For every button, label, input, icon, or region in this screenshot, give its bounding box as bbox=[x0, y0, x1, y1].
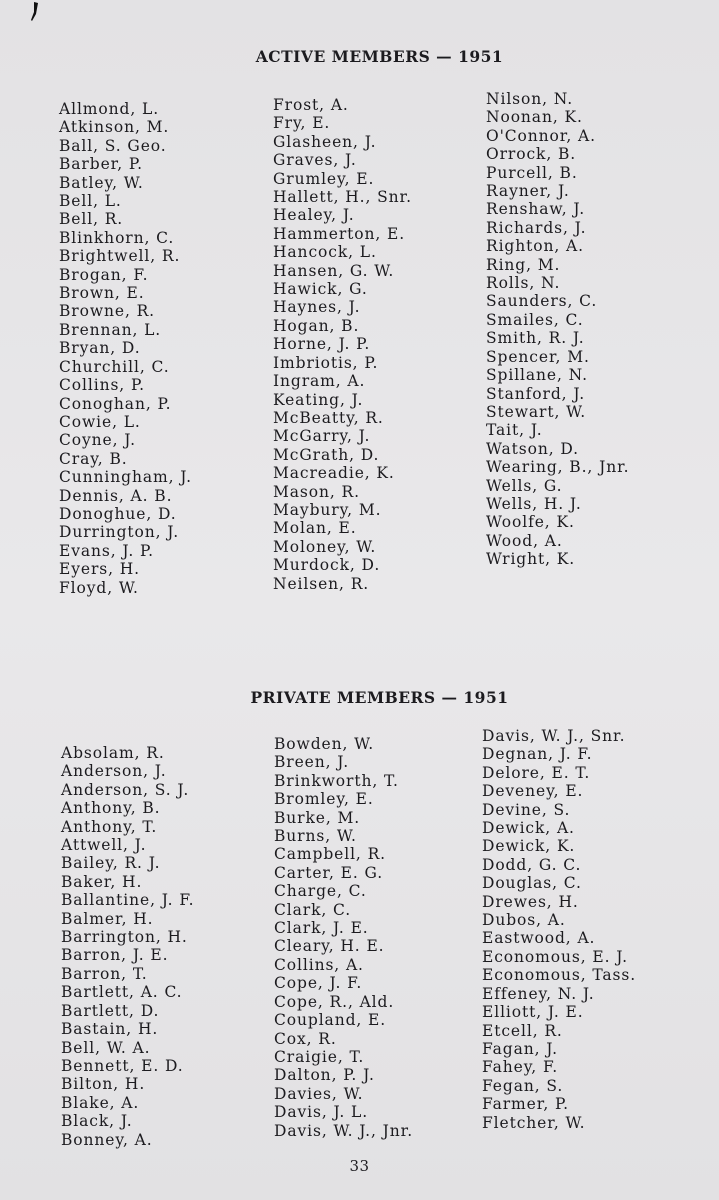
member-name: Floyd, W. bbox=[59, 578, 139, 597]
member-name: Dewick, A. bbox=[482, 819, 575, 838]
member-name: Orrock, B. bbox=[486, 145, 577, 164]
member-name: Bell, W. A. bbox=[61, 1038, 151, 1057]
member-name: Dewick, K. bbox=[482, 837, 576, 856]
member-name: McGrath, D. bbox=[273, 445, 380, 464]
member-name: Anthony, T. bbox=[61, 817, 158, 836]
member-name: Drewes, H. bbox=[482, 892, 579, 911]
member-name: Wells, G. bbox=[486, 476, 563, 495]
member-name: Cox, R. bbox=[274, 1029, 337, 1048]
member-name: Absolam, R. bbox=[61, 744, 165, 762]
member-name: Fegan, S. bbox=[482, 1076, 564, 1095]
member-name: Eyers, H. bbox=[59, 560, 141, 579]
member-name: Rolls, N. bbox=[486, 274, 561, 293]
member-name: Anderson, J. bbox=[61, 762, 167, 781]
member-name: Frost, A. bbox=[273, 96, 349, 114]
member-name: Bailey, R. J. bbox=[61, 854, 161, 873]
member-name: Brogan, F. bbox=[59, 265, 149, 284]
member-name: Barber, P. bbox=[59, 155, 143, 174]
member-name: Dalton, P. J. bbox=[274, 1066, 375, 1085]
member-name: Wright, K. bbox=[486, 550, 576, 569]
member-name: Spencer, M. bbox=[486, 347, 590, 366]
member-name: Neilsen, R. bbox=[273, 574, 370, 593]
member-name: Effeney, N. J. bbox=[482, 984, 595, 1003]
member-name: Barrington, H. bbox=[61, 928, 188, 947]
member-name: Glasheen, J. bbox=[273, 132, 377, 151]
member-name: Davis, W. J., Jnr. bbox=[274, 1121, 414, 1140]
member-name: Donoghue, D. bbox=[59, 504, 177, 523]
member-name: Anthony, B. bbox=[61, 799, 161, 818]
member-name: Wearing, B., Jnr. bbox=[486, 458, 630, 477]
member-name: Bell, R. bbox=[59, 210, 124, 229]
member-name: Dodd, G. C. bbox=[482, 855, 582, 874]
member-name: Noonan, K. bbox=[486, 108, 583, 127]
member-name: Tait, J. bbox=[486, 421, 543, 440]
member-name: Attwell, J. bbox=[61, 836, 147, 855]
member-name: Browne, R. bbox=[59, 302, 156, 321]
member-name: Brown, E. bbox=[59, 284, 145, 303]
member-name: McGarry, J. bbox=[273, 427, 371, 446]
member-name: Cope, J. F. bbox=[274, 974, 363, 993]
member-name: Baker, H. bbox=[61, 872, 143, 891]
member-name: Farmer, P. bbox=[482, 1095, 569, 1114]
member-name: Burke, M. bbox=[274, 808, 361, 827]
member-name: Fletcher, W. bbox=[482, 1113, 586, 1132]
ink-mark bbox=[30, 2, 40, 22]
member-name: Hallett, H., Snr. bbox=[273, 188, 412, 207]
member-name: Douglas, C. bbox=[482, 874, 582, 893]
member-name: Collins, P. bbox=[59, 376, 145, 395]
member-name: Coyne, J. bbox=[59, 431, 136, 450]
member-name: Mason, R. bbox=[273, 482, 360, 501]
member-name: Spillane, N. bbox=[486, 366, 588, 385]
member-name: Cray, B. bbox=[59, 449, 128, 468]
member-name: Healey, J. bbox=[273, 206, 355, 225]
member-name: Breen, J. bbox=[274, 753, 350, 772]
member-name: Economous, Tass. bbox=[482, 966, 637, 985]
member-name: Blake, A. bbox=[61, 1093, 140, 1112]
member-name: Clark, C. bbox=[274, 900, 352, 919]
private-members-column-3 bbox=[482, 727, 636, 1132]
member-name: Balmer, H. bbox=[61, 909, 154, 928]
member-name: Murdock, D. bbox=[273, 556, 381, 575]
active-members-column-2 bbox=[273, 96, 412, 593]
member-name: Bastain, H. bbox=[61, 1020, 159, 1039]
member-name: Fry, E. bbox=[273, 114, 331, 133]
member-name: Moloney, W. bbox=[273, 537, 377, 556]
member-name: Collins, A. bbox=[274, 955, 364, 974]
member-name: Carter, E. G. bbox=[274, 863, 384, 882]
member-name: Smith, R. J. bbox=[486, 329, 585, 348]
page-number: 33 bbox=[349, 1157, 370, 1175]
member-name: Ballantine, J. F. bbox=[61, 891, 195, 910]
member-name: McBeatty, R. bbox=[273, 408, 384, 427]
member-name: Bonney, A. bbox=[61, 1130, 153, 1149]
member-name: Smailes, C. bbox=[486, 310, 584, 329]
member-name: Devine, S. bbox=[482, 800, 571, 819]
member-name: Ball, S. Geo. bbox=[59, 136, 167, 155]
member-name: Hammerton, E. bbox=[273, 224, 406, 243]
private-members-column-1 bbox=[61, 744, 194, 1149]
member-name: Bilton, H. bbox=[61, 1075, 146, 1094]
member-name: Brennan, L. bbox=[59, 320, 162, 339]
member-name: Richards, J. bbox=[486, 218, 587, 237]
member-name: Grumley, E. bbox=[273, 169, 375, 188]
member-name: Cowie, L. bbox=[59, 412, 141, 431]
member-name: Molan, E. bbox=[273, 519, 357, 538]
member-name: Wood, A. bbox=[486, 531, 563, 550]
member-name: Evans, J. P. bbox=[59, 541, 154, 560]
member-name: Renshaw, J. bbox=[486, 200, 586, 219]
member-name: Cleary, H. E. bbox=[274, 937, 385, 956]
member-name: Fagan, J. bbox=[482, 1039, 558, 1058]
member-name: Conoghan, P. bbox=[59, 394, 172, 413]
member-name: Davis, W. J., Snr. bbox=[482, 727, 626, 745]
member-name: Cunningham, J. bbox=[59, 468, 192, 487]
member-name: Bartlett, D. bbox=[61, 1001, 160, 1020]
member-name: Bromley, E. bbox=[274, 790, 374, 809]
member-name: Clark, J. E. bbox=[274, 919, 369, 938]
member-name: Economous, E. J. bbox=[482, 947, 628, 966]
member-name: Blinkhorn, C. bbox=[59, 228, 175, 247]
member-name: Coupland, E. bbox=[274, 1011, 387, 1030]
member-name: Churchill, C. bbox=[59, 357, 170, 376]
member-name: Davis, J. L. bbox=[274, 1103, 369, 1122]
member-name: Ring, M. bbox=[486, 255, 561, 274]
member-name: Graves, J. bbox=[273, 151, 357, 170]
member-name: Durrington, J. bbox=[59, 523, 180, 542]
member-name: Hawick, G. bbox=[273, 280, 368, 299]
member-name: Charge, C. bbox=[274, 882, 367, 901]
member-name: Bennett, E. D. bbox=[61, 1056, 184, 1075]
member-name: Wells, H. J. bbox=[486, 494, 582, 513]
member-name: Eastwood, A. bbox=[482, 929, 596, 948]
member-name: O'Connor, A. bbox=[486, 126, 596, 145]
active-members-column-1 bbox=[59, 100, 192, 597]
member-name: Righton, A. bbox=[486, 237, 584, 256]
member-name: Fahey, F. bbox=[482, 1058, 559, 1077]
member-name: Bryan, D. bbox=[59, 339, 141, 358]
member-name: Barron, T. bbox=[61, 964, 148, 983]
private-members-heading: PRIVATE MEMBERS — 1951 bbox=[250, 688, 509, 707]
member-name: Campbell, R. bbox=[274, 845, 386, 864]
member-name: Allmond, L. bbox=[59, 100, 160, 118]
member-name: Craigie, T. bbox=[274, 1047, 365, 1066]
member-name: Woolfe, K. bbox=[486, 513, 575, 532]
private-members-column-2 bbox=[274, 735, 413, 1140]
member-name: Purcell, B. bbox=[486, 163, 578, 182]
member-name: Degnan, J. F. bbox=[482, 745, 593, 764]
member-name: Maybury, M. bbox=[273, 500, 382, 519]
member-name: Imbriotis, P. bbox=[273, 353, 379, 372]
member-name: Stanford, J. bbox=[486, 384, 586, 403]
member-name: Deveney, E. bbox=[482, 782, 584, 801]
active-members-heading: ACTIVE MEMBERS — 1951 bbox=[255, 47, 504, 66]
member-name: Horne, J. P. bbox=[273, 335, 371, 354]
member-name: Keating, J. bbox=[273, 390, 364, 409]
member-name: Davies, W. bbox=[274, 1084, 364, 1103]
member-name: Cope, R., Ald. bbox=[274, 992, 395, 1011]
member-name: Burns, W. bbox=[274, 827, 357, 846]
member-name: Dubos, A. bbox=[482, 911, 566, 930]
member-name: Watson, D. bbox=[486, 439, 579, 458]
member-name: Stewart, W. bbox=[486, 402, 587, 421]
member-name: Delore, E. T. bbox=[482, 763, 591, 782]
member-name: Black, J. bbox=[61, 1112, 133, 1131]
member-name: Bell, L. bbox=[59, 192, 122, 211]
member-name: Haynes, J. bbox=[273, 298, 361, 317]
member-name: Brightwell, R. bbox=[59, 247, 181, 266]
active-members-column-3 bbox=[486, 90, 630, 569]
member-name: Bartlett, A. C. bbox=[61, 983, 183, 1002]
member-name: Barron, J. E. bbox=[61, 946, 169, 965]
member-name: Dennis, A. B. bbox=[59, 486, 173, 505]
member-name: Etcell, R. bbox=[482, 1021, 563, 1040]
member-name: Hancock, L. bbox=[273, 243, 377, 262]
member-name: Brinkworth, T. bbox=[274, 771, 399, 790]
member-name: Hogan, B. bbox=[273, 316, 360, 335]
member-name: Macreadie, K. bbox=[273, 464, 395, 483]
member-name: Batley, W. bbox=[59, 173, 144, 192]
member-name: Elliott, J. E. bbox=[482, 1003, 584, 1022]
member-name: Rayner, J. bbox=[486, 182, 570, 201]
member-name: Saunders, C. bbox=[486, 292, 598, 311]
member-name: Anderson, S. J. bbox=[61, 780, 190, 799]
member-name: Bowden, W. bbox=[274, 735, 375, 753]
member-name: Nilson, N. bbox=[486, 90, 574, 108]
member-name: Ingram, A. bbox=[273, 372, 366, 391]
member-name: Atkinson, M. bbox=[59, 118, 170, 137]
member-name: Hansen, G. W. bbox=[273, 261, 395, 280]
